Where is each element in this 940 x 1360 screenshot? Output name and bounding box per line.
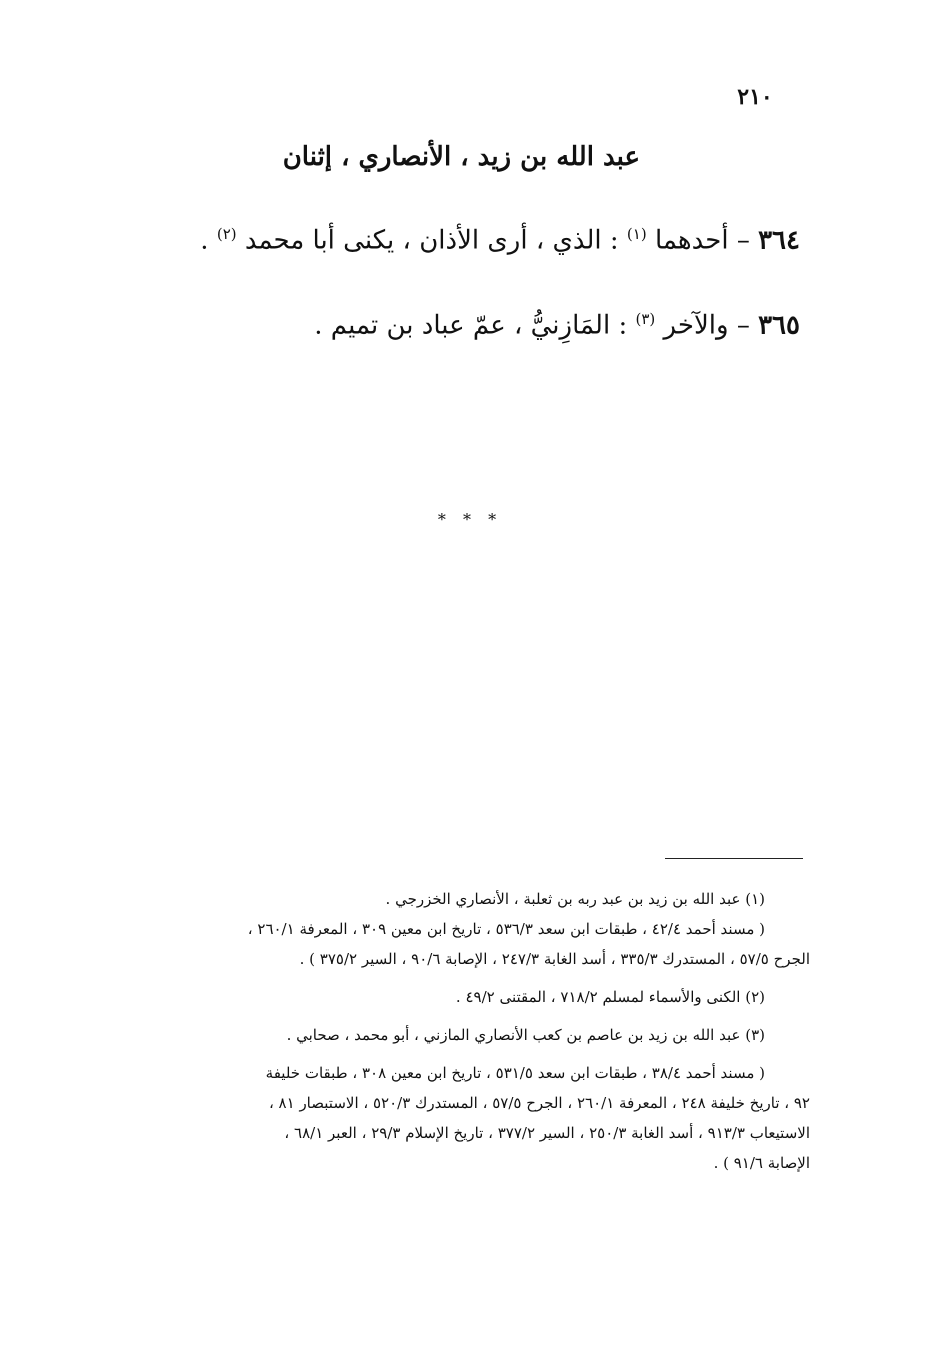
entry-number: ٣٦٥ bbox=[758, 310, 800, 341]
footnote-divider bbox=[665, 858, 803, 859]
entry-text: أحدهما bbox=[654, 225, 729, 256]
footnotes bbox=[130, 884, 810, 1178]
footnote-3: (٣) عبد الله بن زيد بن عاصم بن كعب الأنصاري المازني ، أبو محمد ، صحابي . bbox=[286, 1026, 765, 1044]
footnote-ref: (٣) bbox=[635, 310, 656, 328]
footnote-3-sources-end: الإصابة ٩١/٦ ) . bbox=[713, 1154, 810, 1172]
entry-text: والآخر bbox=[663, 310, 729, 341]
entry-number: ٣٦٤ bbox=[758, 225, 800, 256]
entry-text: : الذي ، أرى الأذان ، يكنى أبا محمد bbox=[244, 225, 619, 256]
footnote-1-sources-cont: الجرح ٥٧/٥ ، المستدرك ٣٣٥/٣ ، أسد الغابة ٢٤٧/٣ ، الإصابة ٩٠/٦ ، السير ٣٧٥/٢ ) . bbox=[299, 950, 810, 968]
footnote-3-sources-cont: الاستيعاب ٩١٣/٣ ، أسد الغابة ٢٥٠/٣ ، السير ٣٧٧/٢ ، تاريخ الإسلام ٢٩/٣ ، العبر ٦٨/١ ، bbox=[284, 1124, 810, 1142]
entry-365 bbox=[180, 310, 800, 341]
footnote-ref: (٢) bbox=[216, 225, 237, 243]
footnote-3-sources: ( مسند أحمد ٣٨/٤ ، طبقات ابن سعد ٥٣١/٥ ، تاريخ ابن معين ٣٠٨ ، طبقات خليفة bbox=[265, 1064, 765, 1082]
entry-end: . bbox=[200, 225, 209, 256]
page-number: ٢١٠ bbox=[737, 84, 773, 110]
footnote-ref: (١) bbox=[626, 225, 647, 243]
footnote-3-sources-cont: ٩٢ ، تاريخ خليفة ٢٤٨ ، المعرفة ٢٦٠/١ ، الجرح ٥٧/٥ ، المستدرك ٥٢٠/٣ ، الاستبصار ٨١ ، bbox=[268, 1094, 810, 1112]
footnote-2: (٢) الكنى والأسماء لمسلم ٧١٨/٢ ، المقتنى ٤٩/٢ . bbox=[455, 988, 765, 1006]
footnote-1: (١) عبد الله بن زيد بن عبد ربه بن ثعلبة ، الأنصاري الخزرجي . bbox=[385, 890, 765, 908]
entry-dash: – bbox=[736, 225, 750, 256]
section-separator: * * * bbox=[437, 510, 503, 529]
footnote-1-sources: ( مسند أحمد ٤٢/٤ ، طبقات ابن سعد ٥٣٦/٣ ، تاريخ ابن معين ٣٠٩ ، المعرفة ٢٦٠/١ ، bbox=[247, 920, 765, 938]
entry-dash: – bbox=[736, 310, 750, 341]
entry-364 bbox=[180, 225, 800, 256]
entry-text: : المَازِنيُّ ، عمّ عباد بن تميم . bbox=[314, 310, 628, 341]
section-heading: عبد الله بن زيد ، الأنصاري ، إثنان bbox=[282, 142, 640, 172]
